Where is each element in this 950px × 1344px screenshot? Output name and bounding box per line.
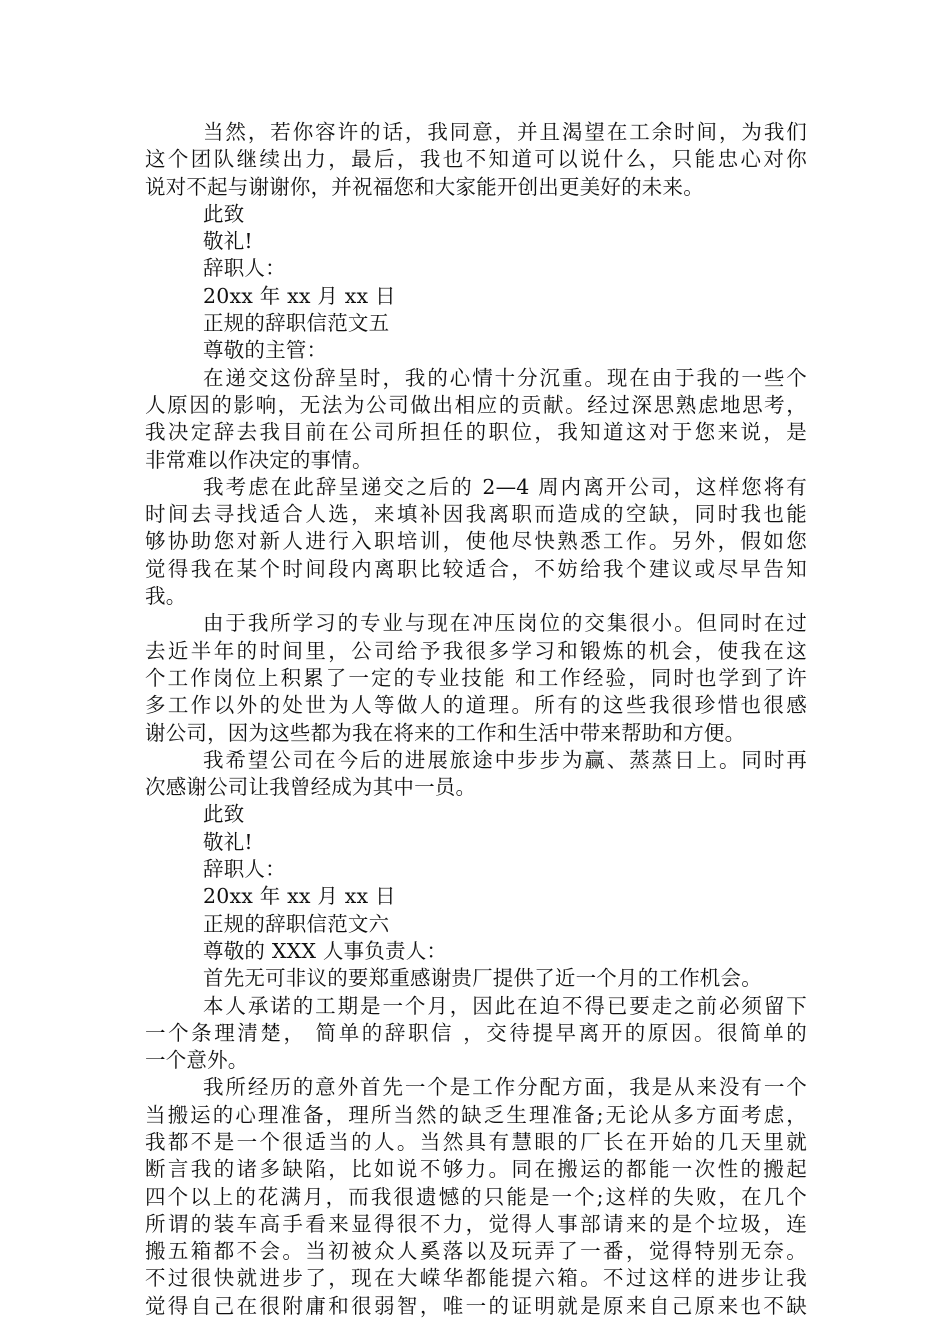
text-line: 去近半年的时间里，公司给予我很多学习和锻炼的机会，使我在这	[145, 638, 807, 663]
text-line: 我决定辞去我目前在公司所担任的职位，我知道这对于您来说，是	[145, 420, 807, 445]
text-line: 这个团队继续出力，最后，我也不知道可以说什么，只能忠心对你	[145, 147, 807, 172]
text-line: 辞职人：	[203, 256, 286, 281]
text-line: 我都不是一个很适当的人。当然具有慧眼的厂长在开始的几天里就	[145, 1129, 807, 1154]
text-line: 所谓的装车高手看来显得很不力，觉得人事部请来的是个垃圾，连	[145, 1211, 807, 1236]
text-line: 当搬运的心理准备，理所当然的缺乏生理准备;无论从多方面考虑，	[145, 1102, 807, 1127]
text-line: 20xx 年 xx 月 xx 日	[203, 283, 396, 308]
text-line: 尊敬的主管：	[203, 338, 328, 363]
text-line: 一个意外。	[145, 1048, 249, 1073]
text-line: 本人承诺的工期是一个月，因此在迫不得已要走之前必须留下	[203, 993, 807, 1018]
text-line: 首先无可非议的要郑重感谢贵厂提供了近一个月的工作机会。	[203, 966, 762, 991]
text-line: 觉得自己在很附庸和很弱智，唯一的证明就是原来自己原来也不缺	[145, 1293, 807, 1318]
text-line: 正规的辞职信范文五	[203, 311, 390, 336]
text-line: 20xx 年 xx 月 xx 日	[203, 884, 396, 909]
text-line: 敬礼!	[203, 229, 253, 254]
text-line: 辞职人：	[203, 857, 286, 882]
text-line: 不过很快就进步了，现在大嵘华都能提六箱。不过这样的进步让我	[145, 1266, 807, 1291]
text-line: 此致	[203, 201, 245, 226]
text-line: 谢公司，因为这些都为我在将来的工作和生活中带来帮助和方便。	[145, 720, 746, 745]
text-line: 在递交这份辞呈时，我的心情十分沉重。现在由于我的一些个	[203, 365, 807, 390]
text-line: 当然，若你容许的话，我同意，并且渴望在工余时间，为我们	[203, 120, 807, 144]
text-line: 由于我所学习的专业与现在冲压岗位的交集很小。但同时在过	[203, 611, 807, 636]
text-line: 我考虑在此辞呈递交之后的 2—4 周内离开公司，这样您将有	[203, 474, 807, 499]
text-line: 尊敬的 XXX 人事负责人：	[203, 938, 448, 963]
text-line: 觉得我在某个时间段内离职比较适合，不妨给我个建议或尽早告知	[145, 556, 807, 581]
text-line: 四个以上的花满月，而我很遗憾的只能是一个;这样的失败，在几个	[145, 1184, 807, 1209]
text-line: 断言我的诸多缺陷，比如说不够力。同在搬运的都能一次性的搬起	[145, 1157, 807, 1182]
text-line: 说对不起与谢谢你，并祝福您和大家能开创出更美好的未来。	[145, 174, 704, 199]
text-line: 此致	[203, 802, 245, 827]
text-line: 我所经历的意外首先一个是工作分配方面，我是从来没有一个	[203, 1075, 807, 1100]
text-line: 多工作以外的处世为人等做人的道理。所有的这些我很珍惜也很感	[145, 693, 807, 718]
text-line: 次感谢公司让我曾经成为其中一员。	[145, 775, 477, 800]
text-line: 我。	[145, 584, 187, 609]
text-line: 正规的辞职信范文六	[203, 911, 390, 936]
document-body	[145, 119, 807, 1320]
text-line: 一个条理清楚， 简单的辞职信 ，交待提早离开的原因。很简单的	[145, 1020, 807, 1045]
text-line: 敬礼!	[203, 829, 253, 854]
text-line: 够协助您对新人进行入职培训，使他尽快熟悉工作。另外，假如您	[145, 529, 807, 554]
text-line: 非常难以作决定的事情。	[145, 447, 373, 472]
text-line: 时间去寻找适合人选，来填补因我离职而造成的空缺，同时我也能	[145, 502, 807, 527]
text-line: 我希望公司在今后的进展旅途中步步为赢、蒸蒸日上。同时再	[203, 747, 807, 772]
text-line: 搬五箱都不会。当初被众人奚落以及玩弄了一番，觉得特别无奈。	[145, 1239, 807, 1264]
text-line: 人原因的影响，无法为公司做出相应的贡献。经过深思熟虑地思考，	[145, 392, 807, 417]
text-line: 个工作岗位上积累了一定的专业技能 和工作经验，同时也学到了许	[145, 665, 807, 690]
